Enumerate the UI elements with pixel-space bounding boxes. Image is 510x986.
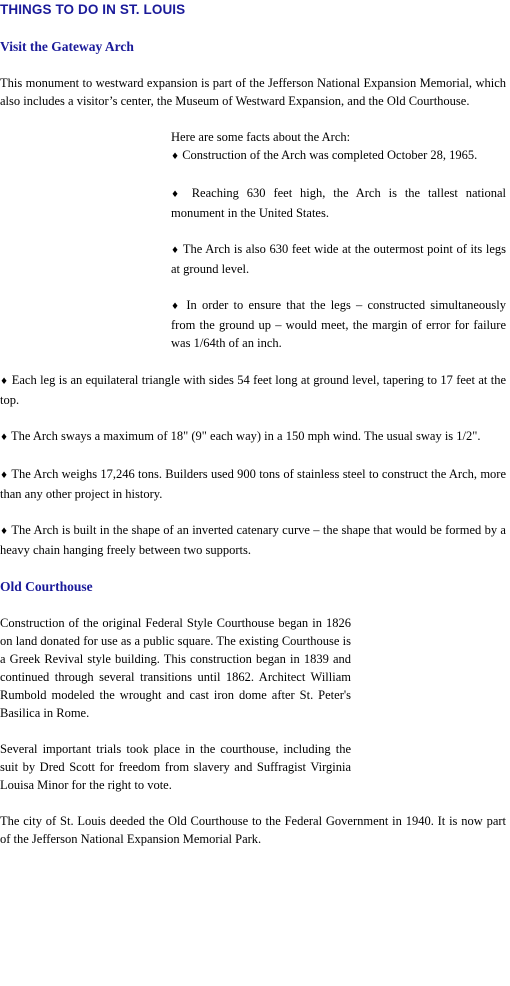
old-courthouse-heading: Old Courthouse xyxy=(0,579,93,594)
diamond-bullet-icon: ♦ xyxy=(0,471,9,481)
arch-fact-text: Construction of the Arch was completed October 28, 1965. xyxy=(182,148,478,162)
diamond-bullet-icon: ♦ xyxy=(0,377,9,387)
arch-fact-text: The Arch is built in the shape of an inverted catenary curve – the shape that would be formed by a heavy chain hanging freely between two supports. xyxy=(0,523,506,557)
arch-fact-text: In order to ensure that the legs – constructed simultaneously from the ground up – would meet, the margin of error for failure was 1/64th of an inch. xyxy=(171,298,507,350)
arch-fact-item xyxy=(171,184,506,222)
diamond-bullet-icon: ♦ xyxy=(0,433,9,443)
arch-fact-text: The Arch is also 630 feet wide at the outermost point of its legs at ground level. xyxy=(171,242,506,276)
gateway-intro-paragraph: This monument to westward expansion is part of the Jefferson National Expansion Memorial, which also includes a visitor’s center, the Museum of Westward Expansion, and the Old Courthouse. xyxy=(0,76,506,108)
diamond-bullet-icon: ♦ xyxy=(171,190,184,200)
arch-fact-text: The Arch weighs 17,246 tons. Builders used 900 tons of stainless steel to construct the Arch, more than any other project in history. xyxy=(0,467,507,501)
diamond-bullet-icon: ♦ xyxy=(0,527,9,537)
page-title: THINGS TO DO IN ST. LOUIS xyxy=(0,2,186,17)
arch-fact-item xyxy=(0,371,506,409)
arch-fact-text: The Arch sways a maximum of 18" (9" each way) in a 150 mph wind. The usual sway is 1/2". xyxy=(10,429,481,443)
arch-facts-block xyxy=(171,128,506,352)
arch-fact-text: Each leg is an equilateral triangle with sides 54 feet long at ground level, tapering to 17 feet at the top. xyxy=(0,373,506,407)
arch-fact-text: Reaching 630 feet high, the Arch is the tallest national monument in the United States. xyxy=(171,186,506,220)
courthouse-paragraph: Construction of the original Federal Style Courthouse began in 1826 on land donated for use as a public square. The existing Courthouse is a Greek Revival style building. This construction began in 1839 and continued through several transitions until 1862. Architect William Rumbold modeled the wrought and cast iron dome after St. Peter's Basilica in Rome. xyxy=(0,616,351,720)
arch-fact-item xyxy=(171,240,506,278)
arch-fact-item xyxy=(0,521,506,559)
diamond-bullet-icon: ♦ xyxy=(171,152,180,162)
arch-fact-item xyxy=(0,427,506,447)
courthouse-paragraph: Several important trials took place in the courthouse, including the suit by Dred Scott for freedom from slavery and Suffragist Virginia Louisa Minor for the right to vote. xyxy=(0,742,351,792)
diamond-bullet-icon: ♦ xyxy=(171,302,182,312)
arch-fact-item xyxy=(171,146,506,166)
courthouse-paragraph: The city of St. Louis deeded the Old Courthouse to the Federal Government in 1940. It is now part of the Jefferson National Expansion Memorial Park. xyxy=(0,814,506,846)
arch-facts-lead: Here are some facts about the Arch: xyxy=(171,130,351,144)
gateway-arch-heading: Visit the Gateway Arch xyxy=(0,39,134,54)
diamond-bullet-icon: ♦ xyxy=(171,246,180,256)
arch-fact-item xyxy=(0,465,506,503)
arch-fact-item xyxy=(171,296,506,352)
